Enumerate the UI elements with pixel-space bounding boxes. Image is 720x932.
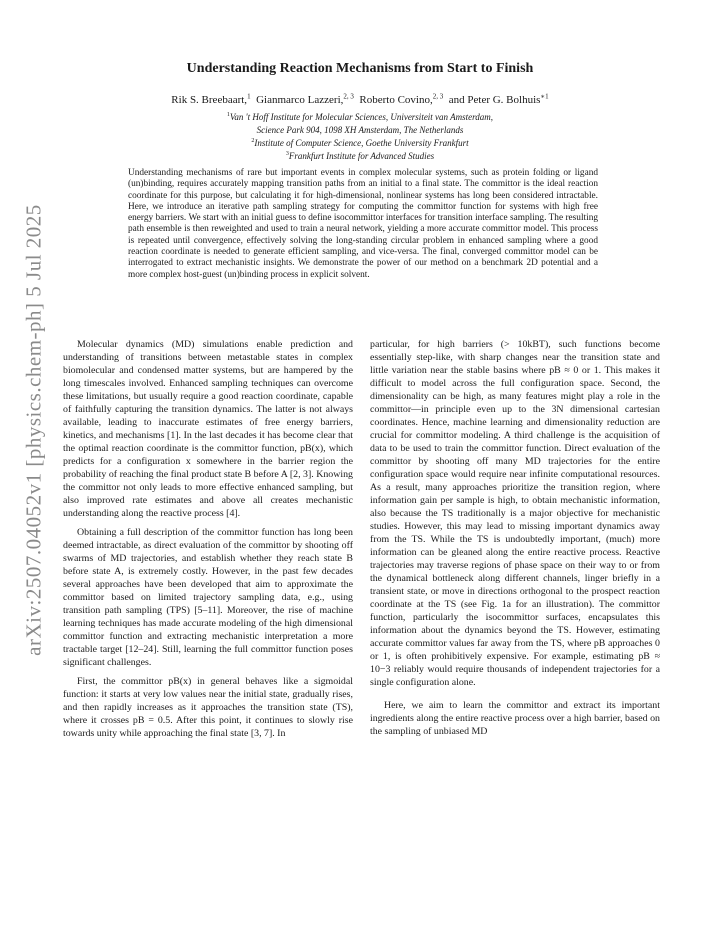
right-column [370,338,660,744]
paragraph: Molecular dynamics (MD) simulations enable prediction and understanding of transitions between metastable states in complex biomolecular and condensed matter systems, but are hampered by the long timescales involved. Enhanced sampling techniques can overcome these limitations, but usually require a good reaction coordinate, capable of faithfully capturing the transition dynamics. The latter is not always available, leading to inaccurate estimates of free energy barriers, kinetics, and mechanisms [1]. In the last decades it has become clear that the optimal reaction coordinate is the committor function, pB(x), which predicts for a configuration x somewhere in the barrier region the probability of reaching the final product state B before A [2, 3]. Knowing the committor not only leads to more effective enhanced sampling, but also improved rate estimates and above all creates mechanistic understanding along the reactive process [4]. [63,339,353,519]
left-column [63,338,353,746]
paragraph: Obtaining a full description of the committor function has long been deemed intractable, as direct evaluation of the committor by shooting off swarms of MD trajectories, and establish whether they reach state B before state A, is extremely costly. However, in the past few decades several approaches have been developed that aim to approximate the committor based on limited trajectory sampling data, e.g., using transition path sampling (TPS) [5–11]. Moreover, the rise of machine learning techniques has made accurate modeling of the high dimensional committor function and extracting mechanistic interpretation a more tractable target [12–24]. Still, learning the full committor function poses significant challenges. [63,527,353,668]
affiliations [0,110,720,162]
author: Rik S. Breebaart,$^1$ [171,92,251,106]
paragraph: First, the committor pB(x) in general behaves like a sigmoidal function: it starts at very low values near the initial state, gradually rises, and then rapidly increases as it approaches the transition state (TS), where it crosses pB = 0.5. After this point, it continues to slowly rise towards unity while approaching the final state [3, 7]. In [63,676,353,739]
author: Roberto Covino,$^{2, 3}$ [359,92,444,106]
affiliation-line: Science Park 904, 1098 XH Amsterdam, The Netherlands [256,125,464,135]
affiliation-line: $^1$Van 't Hoff Institute for Molecular Sciences, Universiteit van Amsterdam, [226,112,494,122]
paragraph: particular, for high barriers (> 10kBT), such functions become essentially step-like, with sharp changes near the transition state and little variation near the stable basins where pB ≈ 0 or 1. This makes it difficult to model across the full configuration space. Second, the dimensionality can be high, as many features might play a role in the committor—in principle even up to the 3N dimensional cartesian coordinates. Hence, machine learning and dimensionality reduction are crucial for committor modeling. A third challenge is the acquisition of data to be used to train the committor function. Direct evaluation of the committor by shooting off many MD trajectories for the entire configuration space would require near infinite computational resources. As a result, many approaches prioritize the transition region, where information gain per sample is high, to obtain mechanistic information, also because the TS traditionally is a major objective for mechanistic studies. However, this may lead to missing important dynamics away from the TS. While the TS is undoubtedly important, (much) more information can be gleaned along the entire reactive process. Reactive trajectories may traverse regions of phase space on their way to or from the dynamical bottleneck along different channels, linger briefly in a transient state, or move in directions orthogonal to the prospect reaction coordinate at the TS (see Fig. 1a for an illustration). The committor function, particularly the isocommittor surfaces, encapsulates this information about the dynamics beyond the TS. However, estimating accurate committor values far away from the TS, where pB approaches 0 or 1, is often prohibitively expensive. For example, estimating pB ≈ 10−3 reliably would require thousands of independent trajectories for a single configuration alone. [370,339,660,688]
abstract: Understanding mechanisms of rare but important events in complex molecular systems, such as protein folding or ligand (un)binding, requires accurately mapping transition paths from an initial to a final state. The committor is the ideal reaction coordinate for this purpose, but calculating it for high-dimensional, nonlinear systems has long been considered intractable. Here, we introduce an iterative path sampling strategy for computing the committor function for systems with high free energy barriers. We start with an initial guess to define isocommittor interfaces for transition interface sampling. The resulting path ensemble is then reweighted and used to train a neural network, yielding a more accurate committor model. This process is repeated until convergence, effectively solving the long-standing circular problem in enhanced sampling where a good reaction coordinate is needed to generate efficient sampling, and vice-versa. The final, converged committor model can be interrogated to extract mechanistic insights. We demonstrate the power of our method on a benchmark 2D potential and a more complex host-guest (un)binding process in explicit solvent. [128,168,598,280]
affiliation-line: $^2$Institute of Computer Science, Goethe University Frankfurt [251,138,469,148]
paragraph: Here, we aim to learn the committor and extract its important ingredients along the entire reactive process over a high barrier, based on the sampling of unbiased MD [370,700,660,737]
affiliation-line: $^3$Frankfurt Institute for Advanced Studies [285,151,435,161]
arxiv-identifier: arXiv:2507.04052v1 [physics.chem-ph] 5 Jul 2025 [21,204,46,656]
author: and Peter G. Bolhuis$^{∗1}$ [448,92,549,106]
author-list [0,92,720,106]
paper-title: Understanding Reaction Mechanisms from Start to Finish [186,61,534,76]
author: Gianmarco Lazzeri,$^{2, 3}$ [256,92,354,106]
